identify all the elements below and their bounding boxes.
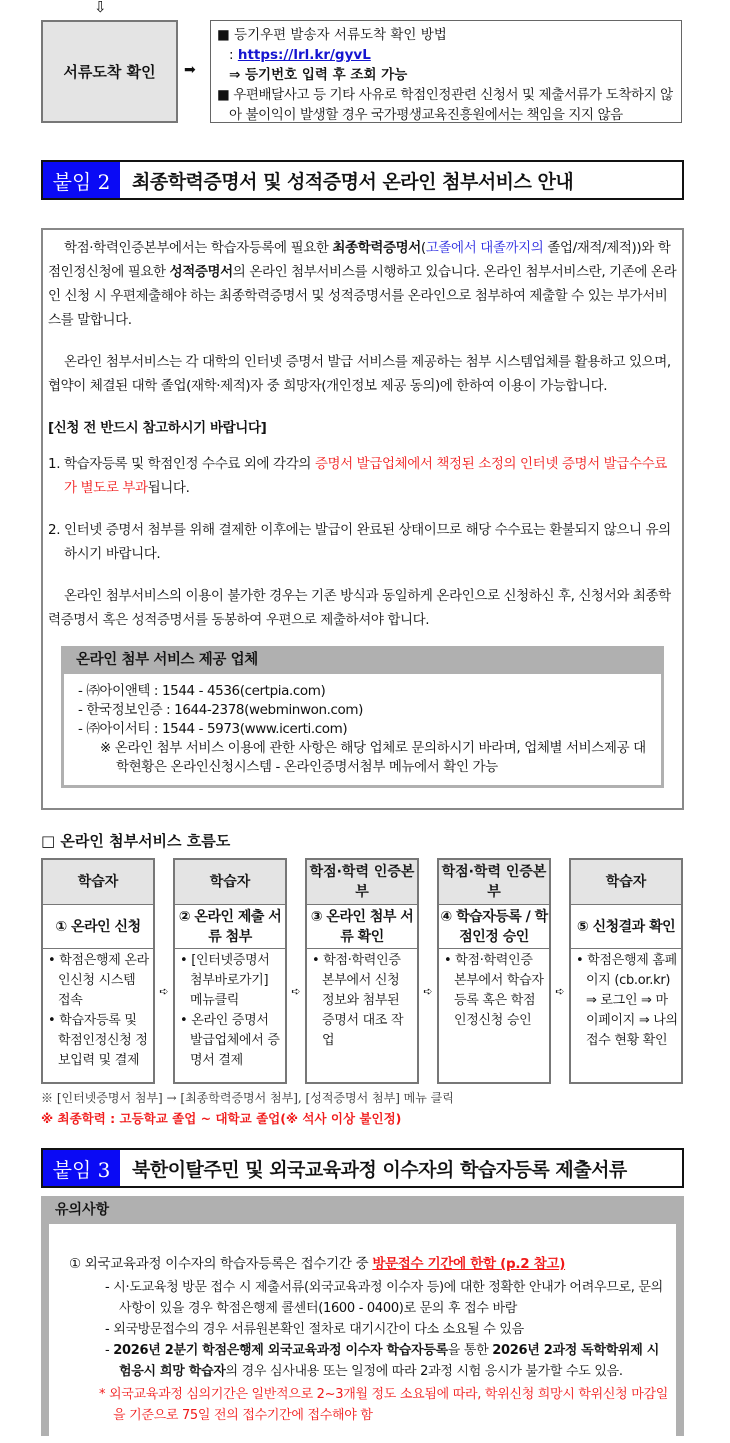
square-bullet-icon: ■ (217, 87, 234, 103)
provider-note: ※ 온라인 첨부 서비스 이용에 관한 사항은 해당 업체로 문의하시기 바라며, 업체별 서비스제공 대학현황은 온라인신청시스템 - 온라인증명서첨부 메뉴에서 확인 가능 (100, 740, 646, 775)
flow-step-3: 학점·학력 인증본부 ③ 온라인 첨부 서류 확인 • 학점·학력인증 본부에서 신청 정보와 첨부된 증명서 대조 작업 (305, 858, 419, 1084)
flow-note: ※ [인터넷증명서 첨부] → [최종학력증명서 첨부], [성적증명서 첨부] 메뉴 클릭 (41, 1091, 454, 1105)
provider-item: - ㈜아이앤텍 : 1544 - 4536(certpia.com) (78, 683, 326, 699)
attachment-3-header: 붙임 3 북한이탈주민 및 외국교육과정 이수자의 학습자등록 제출서류 (41, 1148, 684, 1188)
attachment-2-header: 붙임 2 최종학력증명서 및 성적증명서 온라인 첨부서비스 안내 (41, 160, 684, 200)
flow-arrow-icon: ➪ (159, 984, 169, 998)
caution-box: 유의사항 ① 외국교육과정 이수자의 학습자등록은 접수기간 중 방문접수 기간에 한함 (p.2 참고) - 시·도교육청 방문 접수 시 제출서류(외국교육과정 이수자 등)에 대한 정확한 안내가 어려우므로, 문의사항이 있을 경우 학점은행제 콜센터(1600 - 0400)로 문의 후 접수 바람 - 외국방문접수의 경우 서류원본확인 절차로 대기시간이 다소 소요될 수 있음 - 2026년 2분기 학점은행제 외국교육과정 이수자 학습자등록을 통한 2026년 2과정 독학학위제 시험응시 희망 학습자의 경우 심사내용 또는 일정에 따라 2과정 시험 응시가 불가할 수도 있음. * 외국교육과정 심의기간은 일반적으로 2~3개월 정도 소요됨에 따라, 학위신청 희망시 학위신청 마감일을 기준으로 75일 전의 접수기간에 접수해야 함 (41, 1196, 684, 1436)
flow-arrow-icon: ➪ (291, 984, 301, 998)
provider-item: - 한국정보인증 : 1644-2378(webminwon.com) (78, 702, 364, 718)
flow-step-5: 학습자 ⑤ 신청결과 확인 • 학점은행제 홈페이지 (cb.or.kr) ⇒ 로그인 ⇒ 마이페이지 ⇒ 나의접수 현황 확인 (569, 858, 683, 1084)
attachment-3-title: 북한이탈주민 및 외국교육과정 이수자의 학습자등록 제출서류 (132, 1158, 627, 1181)
online-attach-guide: 학점·학력인증본부에서는 학습자등록에 필요한 최종학력증명서(고졸에서 대졸까지의 졸업/재적/제적))와 학점인정신청에 필요한 성적증명서의 온라인 첨부서비스를 시행하고 있습니다. 온라인 첨부서비스란, 기존에 온라인 신청 시 우편제출해야 하는 최종학력증명서 및 성적증명서를 온라인으로 첨부하여 제출할 수 있는 부가서비스를 말합니다. 온라인 첨부서비스는 각 대학의 인터넷 증명서 발급 서비스를 제공하는 첨부 시스템업체를 활용하고 있으며, 협약이 체결된 대학 졸업(재학·제적)자 중 희망자(개인정보 제공 동의)에 한하여 이용이 가능합니다. [신청 전 반드시 참고하시기 바랍니다] 1. 학습자등록 및 학점인정 수수료 외에 각각의 증명서 발급업체에서 책정된 소정의 인터넷 증명서 발급수수료가 별도로 부과됩니다. 2. 인터넷 증명서 첨부를 위해 결제한 이후에는 발급이 완료된 상태이므로 해당 수수료는 환불되지 않으니 유의하시기 바랍니다. 온라인 첨부서비스의 이용이 불가한 경우는 기존 방식과 동일하게 온라인으로 신청하신 후, 신청서와 최종학력증명서 혹은 성적증명서를 동봉하여 우편으로 제출하셔야 합니다. 온라인 첨부 서비스 제공 업체 - ㈜아이앤텍 : 1544 - 4536(certpia.com) - 한국정보인증 : 1644-2378(webminwon.com) - ㈜아이서티 : 1544 - 5973(www.icerti.com) ※ 온라인 첨부 서비스 이용에 관한 사항은 해당 업체로 문의하시기 바라며, 업체별 서비스제공 대학현황은 온라인신청시스템 - 온라인증명서첨부 메뉴에서 확인 가능 (41, 228, 684, 810)
square-bullet-icon: ■ (217, 27, 235, 43)
flow-arrow-icon: ➪ (555, 984, 565, 998)
down-arrow-icon: ⇩ (94, 0, 107, 16)
attachment-2-title: 최종학력증명서 및 성적증명서 온라인 첨부서비스 안내 (132, 170, 574, 193)
tracking-link[interactable]: https://lrl.kr/gyvL (237, 47, 371, 63)
flow-step-2: 학습자 ② 온라인 제출 서류 첨부 • [인터넷증명서 첨부바로가기] 메뉴클릭 • 온라인 증명서 발급업체에서 증명서 결제 (173, 858, 287, 1084)
provider-box: 온라인 첨부 서비스 제공 업체 - ㈜아이앤텍 : 1544 - 4536(certpia.com) - 한국정보인증 : 1644-2378(webminwon.com) - ㈜아이서티 : 1544 - 5973(www.icerti.com) ※ 온라인 첨부 서비스 이용에 관한 사항은 해당 업체로 문의하시기 바라며, 업체별 서비스제공 대학현황은 온라인신청시스템 - 온라인증명서첨부 메뉴에서 확인 가능 (61, 646, 664, 788)
right-arrow-icon: ➡ (184, 62, 196, 78)
content-flow (41, 228, 684, 1436)
flow-title: □ 온라인 첨부서비스 흐름도 (41, 832, 231, 850)
flow-step-4: 학점·학력 인증본부 ④ 학습자등록 / 학점인정 승인 • 학점·학력인증 본부에서 학습자등록 혹은 학점인정신청 승인 (437, 858, 551, 1084)
arrival-info-box: ■ 등기우편 발송자 서류도착 확인 방법 : https://lrl.kr/gyvL ⇒ 등기번호 입력 후 조회 가능 ■ 우편배달사고 등 기타 사유로 학점인정관련 신청서 및 제출서류가 도착하지 않아 불이익이 발생할 경우 국가평생교육진흥원에서는 책임을 지지 않음 (210, 20, 682, 123)
provider-item: - ㈜아이서티 : 1544 - 5973(www.icerti.com) (78, 721, 348, 737)
flow-chart (41, 858, 684, 1084)
step-document-arrival: 서류도착 확인 (41, 20, 178, 123)
flow-warning: ※ 최종학력 : 고등학교 졸업 ~ 대학교 졸업(※ 석사 이상 불인정) (41, 1111, 402, 1126)
flow-step-1: 학습자 ① 온라인 신청 • 학점은행제 온라인신청 시스템 접속 • 학습자등록 및 학점인정신청 정보입력 및 결제 (41, 858, 155, 1084)
flow-arrow-icon: ➪ (423, 984, 433, 998)
